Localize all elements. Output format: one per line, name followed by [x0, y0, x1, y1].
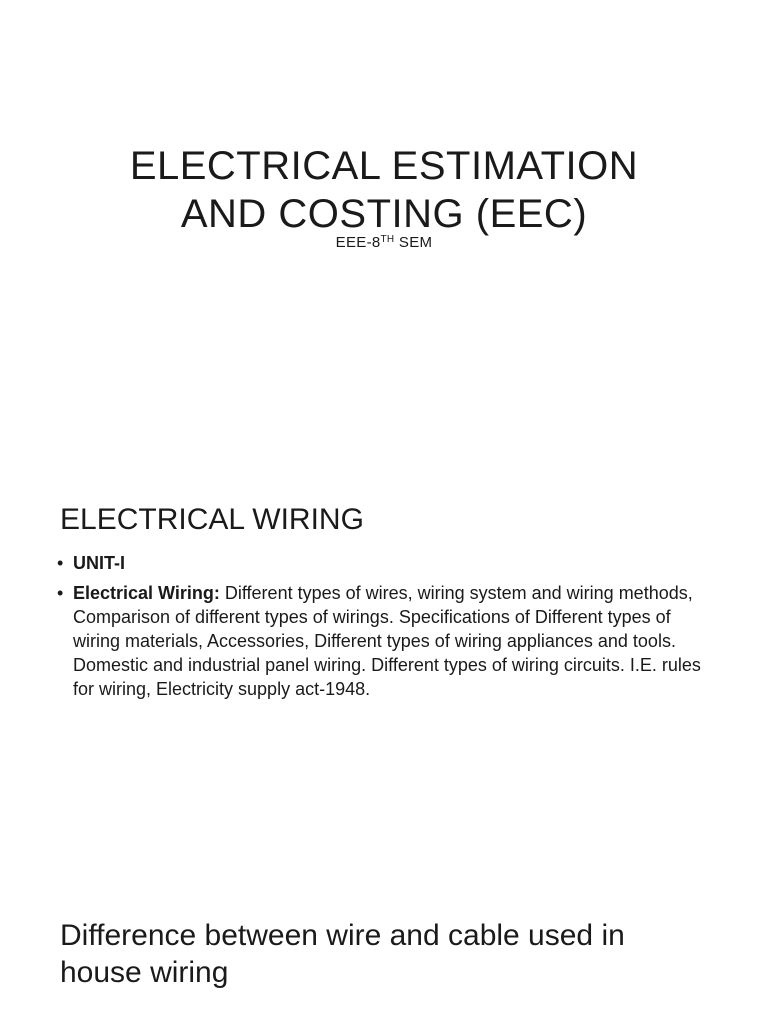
slide-title	[0, 0, 768, 433]
bullet-bold-text: Electrical Wiring:	[73, 583, 220, 603]
title-line-2: AND COSTING (EEC)	[180, 191, 588, 236]
slide-electrical-wiring	[0, 433, 768, 866]
slide-wire-vs-cable	[0, 866, 768, 1024]
bullet-bold-text: UNIT-I	[73, 553, 125, 573]
bullet-text: Different types of wires, wiring system and wiring methods, Comparison of different types of wirings. Specifications of Different types of wiring materials, Accessories, Different types of wiring appliances and tools. Domestic and industrial panel wiring. Different types of wiring circuits. I.E. rules for wiring, Electricity supply act-1948.	[73, 583, 701, 699]
presentation-subtitle	[0, 230, 768, 253]
subtitle-suffix: SEM	[394, 234, 433, 251]
bullet-item-description	[57, 581, 717, 701]
subtitle-superscript: TH	[380, 234, 395, 245]
bullet-marker: •	[57, 583, 64, 603]
bullet-marker: •	[57, 553, 64, 573]
presentation-title	[0, 142, 768, 238]
section-heading: ELECTRICAL WIRING	[60, 502, 364, 536]
title-line-1: ELECTRICAL ESTIMATION	[129, 143, 639, 188]
bullet-list	[57, 551, 717, 707]
section-heading: Difference between wire and cable used in house wiring	[60, 918, 625, 989]
bullet-item-unit	[57, 551, 717, 575]
subtitle-prefix: EEE-8	[335, 234, 381, 251]
